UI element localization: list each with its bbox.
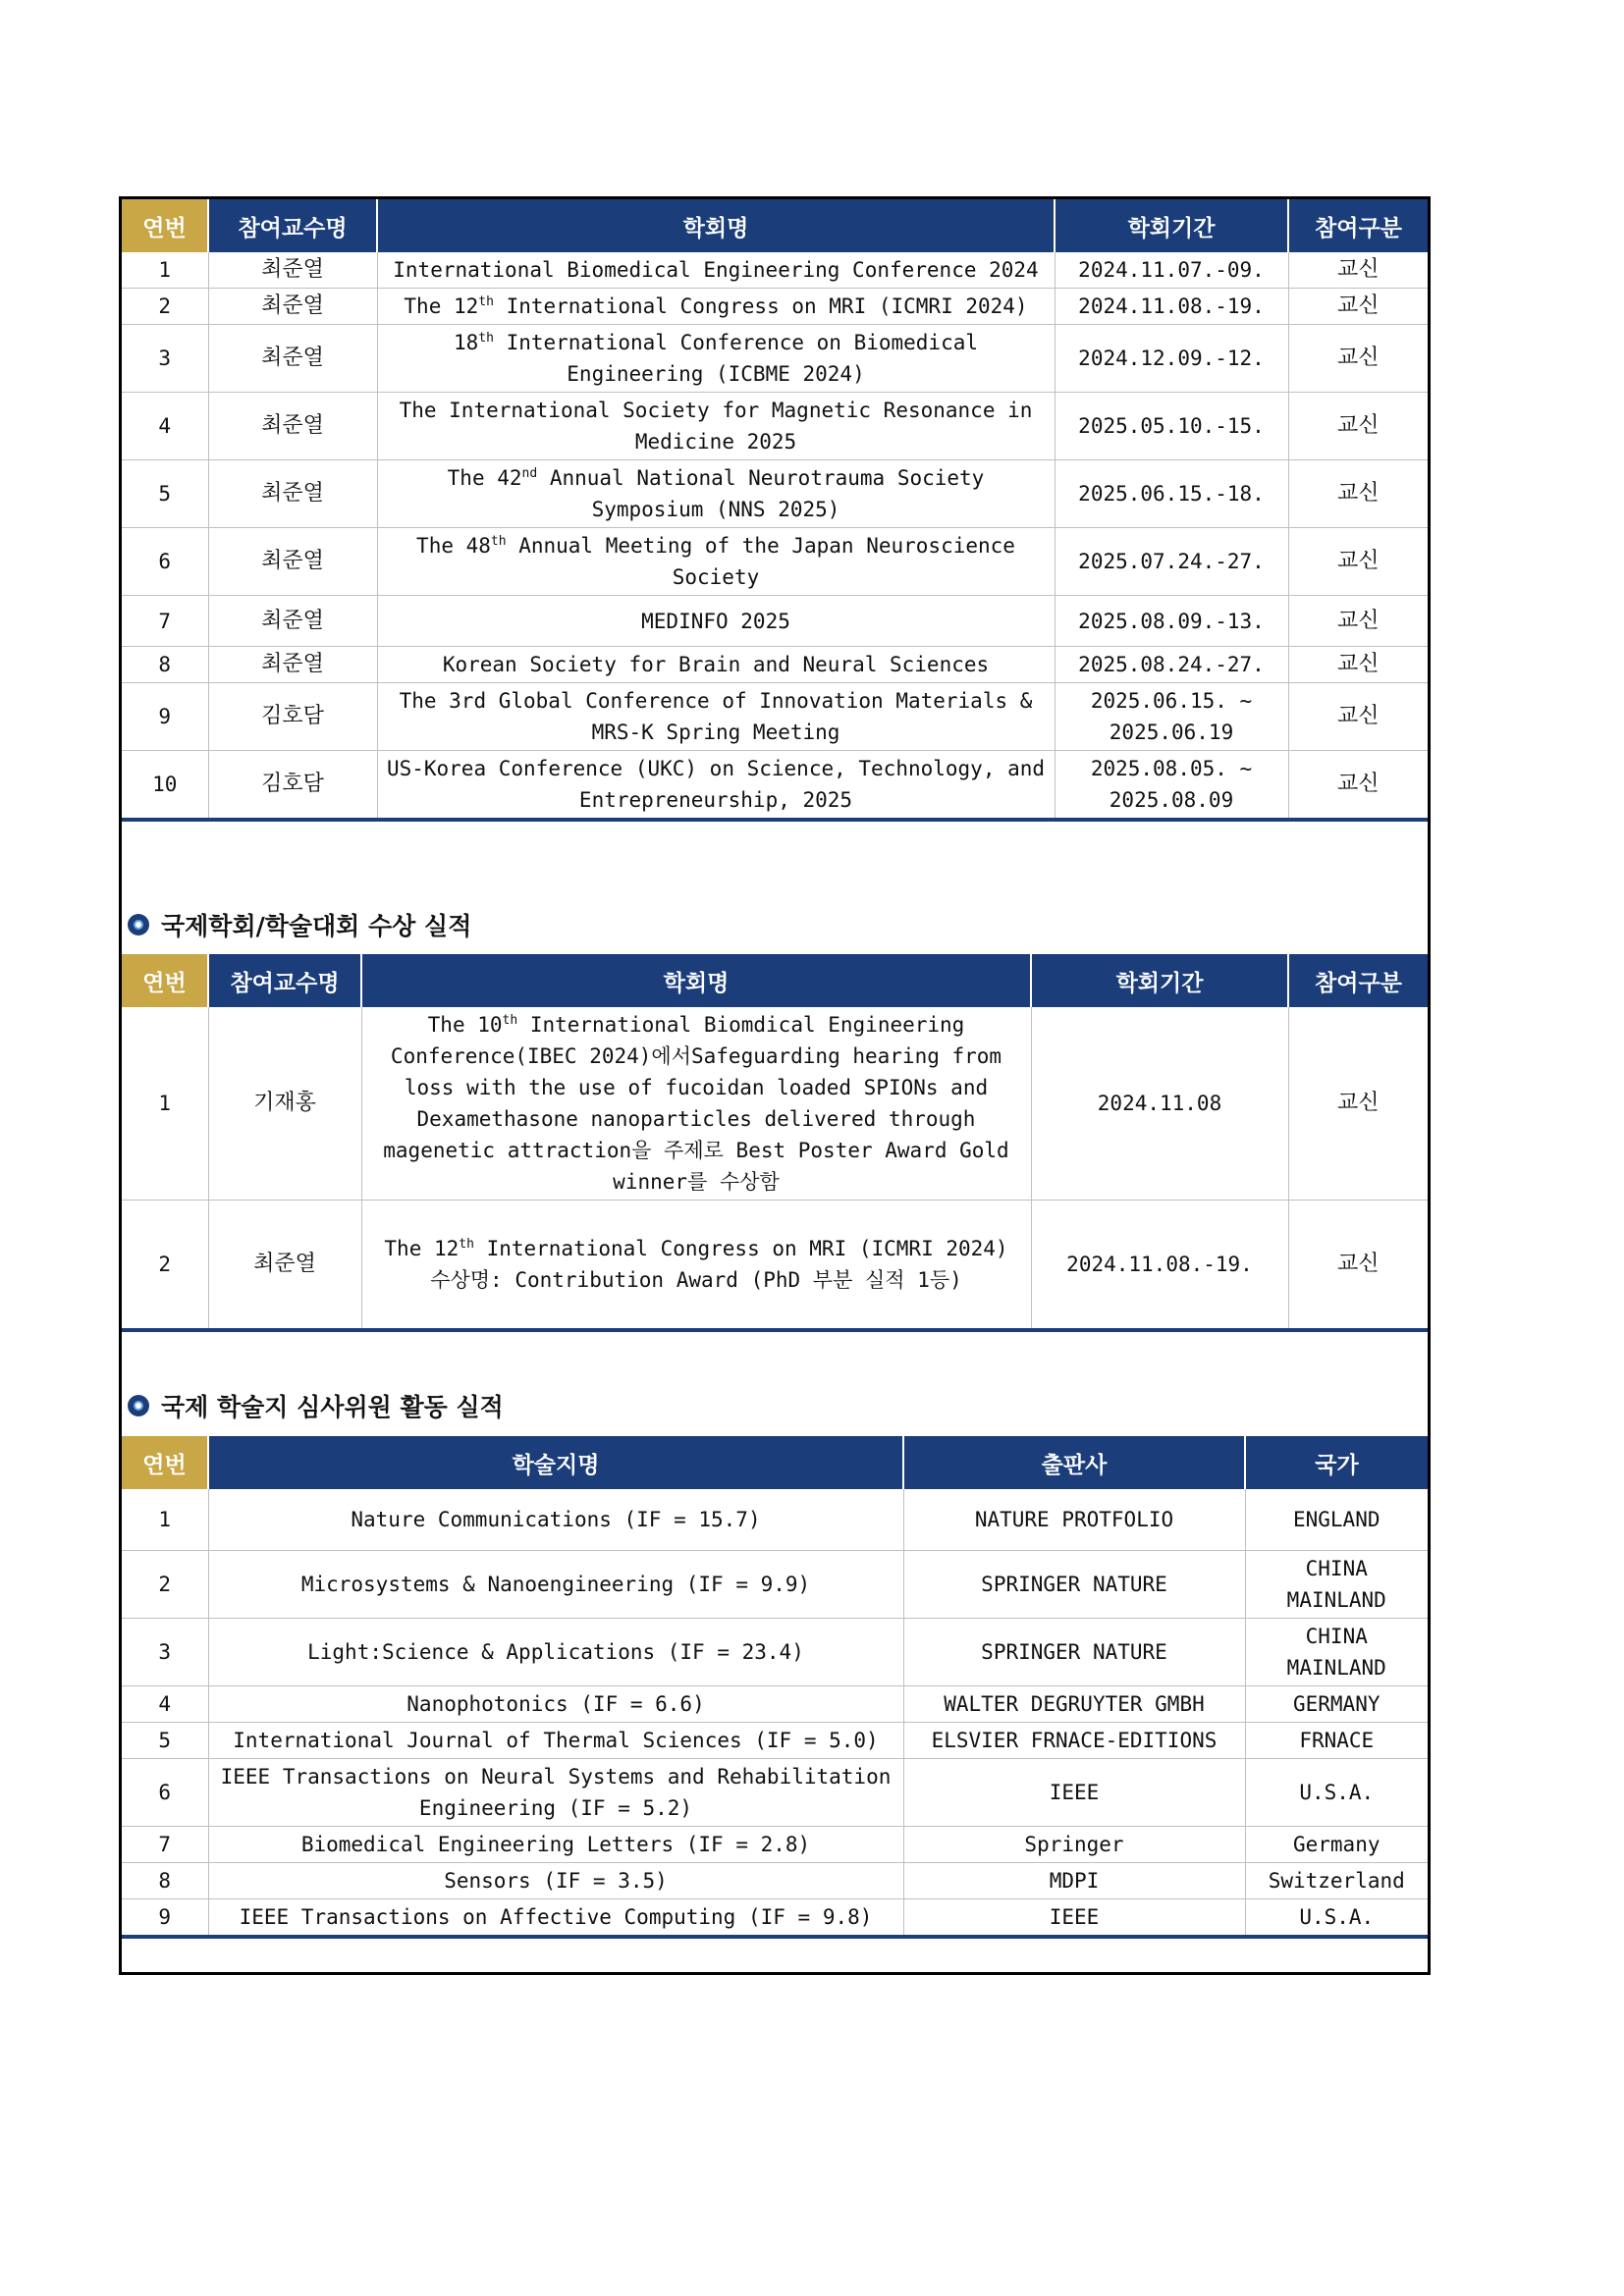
conference-period: 2025.06.15.-18. (1055, 460, 1288, 528)
table-row (122, 1685, 1428, 1722)
journal-name: IEEE Transactions on Neural Systems and Rehabilitation Engineering (IF = 5.2) (208, 1758, 903, 1826)
conference-name-cell (377, 751, 1055, 821)
conference-name-cell (377, 647, 1055, 683)
conference-name-pre: The 12 (404, 294, 479, 318)
row-number: 4 (122, 393, 208, 460)
row-number: 1 (122, 1007, 208, 1201)
conference-name-cell (377, 528, 1055, 596)
journal-name: Sensors (IF = 3.5) (208, 1862, 903, 1898)
conference-name-pre: The International Society for Magnetic Resonance in Medicine 2025 (399, 399, 1033, 454)
country-name: GERMANY (1245, 1685, 1428, 1722)
publisher-name: SPRINGER NATURE (903, 1618, 1245, 1685)
row-number: 4 (122, 1685, 208, 1722)
row-number: 3 (122, 325, 208, 393)
conference-period: 2025.08.05. ~ 2025.08.09 (1055, 751, 1288, 821)
publisher-name: MDPI (903, 1862, 1245, 1898)
ordinal-suffix: th (459, 1236, 474, 1252)
conference-name-pre: The 10 (427, 1013, 503, 1037)
professor-name: 최준열 (208, 1201, 361, 1330)
conference-period: 2025.07.24.-27. (1055, 528, 1288, 596)
conference-name-pre: The 48 (416, 534, 491, 558)
publisher-name: IEEE (903, 1898, 1245, 1937)
table-row (122, 325, 1428, 393)
header-country: 국가 (1245, 1436, 1428, 1489)
conference-name-cell (361, 1007, 1031, 1201)
country-name: CHINA MAINLAND (1245, 1550, 1428, 1618)
conference-name-pre: International Biomedical Engineering Conference 2024 (393, 258, 1039, 282)
ordinal-suffix: th (478, 294, 494, 309)
conference-name-cell (377, 596, 1055, 647)
journal-name: Nanophotonics (IF = 6.6) (208, 1685, 903, 1722)
table-row (122, 1618, 1428, 1685)
country-name: FRNACE (1245, 1722, 1428, 1758)
row-number: 6 (122, 1758, 208, 1826)
publisher-name: NATURE PROTFOLIO (903, 1489, 1245, 1550)
header-conference: 학회명 (361, 954, 1031, 1007)
conference-name-pre: Korean Society for Brain and Neural Sciences (442, 653, 990, 676)
row-number: 7 (122, 596, 208, 647)
conference-name-post: International Conference on Biomedical Engineering (ICBME 2024) (493, 331, 979, 386)
row-number: 6 (122, 528, 208, 596)
conference-name-pre: The 3rd Global Conference of Innovation Materials & MRS-K Spring Meeting (399, 689, 1033, 744)
conference-name-post: International Biomdical Engineering Conference(IBEC 2024)에서Safeguarding hearing from loss with the use of fucoidan loaded SPIONs and Dexamethasone nanoparticles delivered through magenetic attraction을 주제로 Best Poster Award Gold winner를 수상함 (383, 1013, 1009, 1194)
participation-type: 교신 (1288, 528, 1428, 596)
header-type: 참여구분 (1288, 199, 1428, 252)
ordinal-suffix: th (478, 331, 494, 346)
journal-name: International Journal of Thermal Sciences (IF = 5.0) (208, 1722, 903, 1758)
conference-name-pre: US-Korea Conference (UKC) on Science, Technology, and Entrepreneurship, 2025 (386, 757, 1046, 812)
awards-title-text: 국제학회/학술대회 수상 실적 (161, 912, 472, 940)
professor-name: 최준열 (208, 325, 377, 393)
row-number: 5 (122, 1722, 208, 1758)
journal-name: Nature Communications (IF = 15.7) (208, 1489, 903, 1550)
professor-name: 최준열 (208, 393, 377, 460)
row-number: 2 (122, 289, 208, 325)
publisher-name: WALTER DEGRUYTER GMBH (903, 1685, 1245, 1722)
awards-header-row (122, 954, 1428, 1007)
participation-type: 교신 (1288, 252, 1428, 289)
conference-table (122, 199, 1428, 822)
conference-name-cell (377, 289, 1055, 325)
header-period: 학회기간 (1031, 954, 1288, 1007)
conference-period: 2025.08.24.-27. (1055, 647, 1288, 683)
row-number: 9 (122, 683, 208, 751)
row-number: 1 (122, 1489, 208, 1550)
conference-name-post: Annual National Neurotrauma Society Symposium (NNS 2025) (537, 466, 985, 521)
conference-name-cell (377, 460, 1055, 528)
row-number: 2 (122, 1550, 208, 1618)
reviews-table (122, 1436, 1428, 1939)
conference-period: 2025.06.15. ~ 2025.06.19 (1055, 683, 1288, 751)
row-number: 1 (122, 252, 208, 289)
table-row (122, 596, 1428, 647)
header-conference: 학회명 (377, 199, 1055, 252)
table-row (122, 1489, 1428, 1550)
row-number: 8 (122, 647, 208, 683)
table-row (122, 1201, 1428, 1330)
professor-name: 최준열 (208, 596, 377, 647)
country-name: Germany (1245, 1826, 1428, 1862)
reviews-header-row (122, 1436, 1428, 1489)
header-publisher: 출판사 (903, 1436, 1245, 1489)
reviews-section-title (128, 1388, 504, 1423)
table-row (122, 1550, 1428, 1618)
conference-name-cell (377, 393, 1055, 460)
conference-name-post: International Congress on MRI (ICMRI 2024) 수상명: Contribution Award (PhD 부분 실적 1등) (430, 1236, 1008, 1292)
professor-name: 최준열 (208, 460, 377, 528)
participation-type: 교신 (1288, 751, 1428, 821)
row-number: 7 (122, 1826, 208, 1862)
table-row (122, 1758, 1428, 1826)
country-name: U.S.A. (1245, 1898, 1428, 1937)
participation-type: 교신 (1288, 1201, 1428, 1330)
header-professor: 참여교수명 (208, 199, 377, 252)
conference-name-pre: MEDINFO 2025 (641, 609, 790, 633)
header-professor: 참여교수명 (208, 954, 361, 1007)
journal-name: Biomedical Engineering Letters (IF = 2.8) (208, 1826, 903, 1862)
conference-name-post: Annual Meeting of the Japan Neuroscience Society (506, 534, 1015, 589)
award-period: 2024.11.08.-19. (1031, 1201, 1288, 1330)
professor-name: 최준열 (208, 528, 377, 596)
conference-name-cell (377, 683, 1055, 751)
row-number: 10 (122, 751, 208, 821)
row-number: 3 (122, 1618, 208, 1685)
conference-name-pre: 18 (453, 331, 479, 354)
header-no: 연번 (122, 1436, 208, 1489)
header-no: 연번 (122, 199, 208, 252)
conference-period: 2025.05.10.-15. (1055, 393, 1288, 460)
header-type: 참여구분 (1288, 954, 1428, 1007)
country-name: CHINA MAINLAND (1245, 1618, 1428, 1685)
participation-type: 교신 (1288, 460, 1428, 528)
conference-header-row (122, 199, 1428, 252)
bullet-icon (128, 914, 149, 935)
ordinal-suffix: th (502, 1013, 518, 1028)
ordinal-suffix: th (490, 534, 507, 549)
participation-type: 교신 (1288, 393, 1428, 460)
table-row (122, 751, 1428, 821)
conference-name-cell (377, 252, 1055, 289)
conference-period: 2024.11.07.-09. (1055, 252, 1288, 289)
table-row (122, 647, 1428, 683)
row-number: 8 (122, 1862, 208, 1898)
bullet-icon (128, 1395, 149, 1416)
country-name: ENGLAND (1245, 1489, 1428, 1550)
table-row (122, 393, 1428, 460)
professor-name: 최준열 (208, 647, 377, 683)
conference-name-pre: The 42 (447, 466, 522, 490)
publisher-name: ELSVIER FRNACE-EDITIONS (903, 1722, 1245, 1758)
participation-type: 교신 (1288, 289, 1428, 325)
header-no: 연번 (122, 954, 208, 1007)
table-row (122, 683, 1428, 751)
ordinal-suffix: nd (521, 466, 538, 481)
journal-name: Light:Science & Applications (IF = 23.4) (208, 1618, 903, 1685)
row-number: 9 (122, 1898, 208, 1937)
header-period: 학회기간 (1055, 199, 1288, 252)
conference-name-cell (377, 325, 1055, 393)
conference-name-post: International Congress on MRI (ICMRI 2024) (493, 294, 1028, 318)
table-row (122, 528, 1428, 596)
conference-period: 2024.11.08.-19. (1055, 289, 1288, 325)
reviews-title-text: 국제 학술지 심사위원 활동 실적 (161, 1393, 504, 1421)
publisher-name: IEEE (903, 1758, 1245, 1826)
table-row (122, 1722, 1428, 1758)
journal-name: IEEE Transactions on Affective Computing (IF = 9.8) (208, 1898, 903, 1937)
country-name: U.S.A. (1245, 1758, 1428, 1826)
table-row (122, 460, 1428, 528)
table-row (122, 1007, 1428, 1201)
professor-name: 기재홍 (208, 1007, 361, 1201)
conference-name-cell (361, 1201, 1031, 1330)
publisher-name: Springer (903, 1826, 1245, 1862)
journal-name: Microsystems & Nanoengineering (IF = 9.9) (208, 1550, 903, 1618)
awards-table (122, 954, 1428, 1332)
table-row (122, 252, 1428, 289)
participation-type: 교신 (1288, 325, 1428, 393)
table-row (122, 1826, 1428, 1862)
table-row (122, 1862, 1428, 1898)
professor-name: 최준열 (208, 289, 377, 325)
header-journal: 학술지명 (208, 1436, 903, 1489)
participation-type: 교신 (1288, 683, 1428, 751)
professor-name: 김호담 (208, 751, 377, 821)
professor-name: 최준열 (208, 252, 377, 289)
awards-section-title (128, 907, 471, 942)
participation-type: 교신 (1288, 647, 1428, 683)
professor-name: 김호담 (208, 683, 377, 751)
row-number: 2 (122, 1201, 208, 1330)
conference-period: 2024.12.09.-12. (1055, 325, 1288, 393)
conference-name-pre: The 12 (384, 1236, 460, 1260)
participation-type: 교신 (1288, 1007, 1428, 1201)
award-period: 2024.11.08 (1031, 1007, 1288, 1201)
table-row (122, 289, 1428, 325)
row-number: 5 (122, 460, 208, 528)
participation-type: 교신 (1288, 596, 1428, 647)
table-row (122, 1898, 1428, 1937)
conference-period: 2025.08.09.-13. (1055, 596, 1288, 647)
country-name: Switzerland (1245, 1862, 1428, 1898)
publisher-name: SPRINGER NATURE (903, 1550, 1245, 1618)
